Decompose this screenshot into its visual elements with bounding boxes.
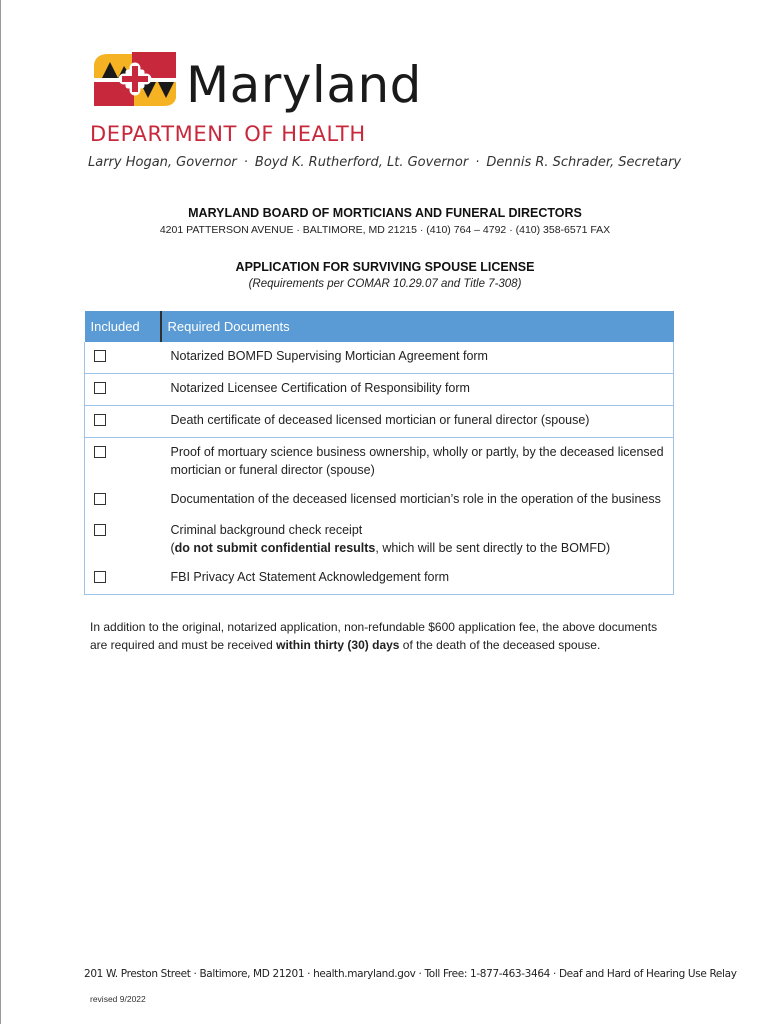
open-paren: ( bbox=[170, 541, 175, 555]
document-name: Notarized Licensee Certification of Responsibility form bbox=[161, 374, 674, 406]
table-row bbox=[85, 563, 674, 595]
checkbox-icon[interactable] bbox=[94, 524, 106, 536]
column-header-included: Included bbox=[85, 311, 161, 342]
governor: Larry Hogan, Governor bbox=[88, 155, 237, 170]
note-text: In addition to the original, notarized application, non-refundable $600 application fee, the above documents are required and must be received bbox=[90, 620, 658, 652]
page-left-border bbox=[0, 0, 1, 1024]
checkbox-icon[interactable] bbox=[94, 493, 106, 505]
document-name: Proof of mortuary science business ownership, wholly or partly, by the deceased licensed mortician or funeral director (spouse) bbox=[161, 438, 674, 486]
table-header-row bbox=[85, 311, 674, 342]
department-name: DEPARTMENT OF HEALTH bbox=[90, 122, 366, 146]
maryland-health-logo bbox=[88, 48, 448, 148]
document-name: Documentation of the deceased licensed mortician’s role in the operation of the business bbox=[161, 485, 674, 516]
document-line: Criminal background check receipt bbox=[170, 523, 363, 537]
application-title: APPLICATION FOR SURVIVING SPOUSE LICENSE bbox=[235, 260, 535, 274]
table-row bbox=[85, 516, 674, 563]
checkbox-icon[interactable] bbox=[94, 382, 106, 394]
brand-name: Maryland bbox=[186, 56, 422, 114]
bold-warning: do not submit confidential results bbox=[174, 541, 376, 555]
table-row bbox=[85, 438, 674, 486]
instructions-paragraph bbox=[90, 618, 665, 654]
checkbox-icon[interactable] bbox=[94, 571, 106, 583]
lt-governor: Boyd K. Rutherford, Lt. Governor bbox=[254, 155, 469, 170]
application-subtitle: (Requirements per COMAR 10.29.07 and Title 7-308) bbox=[248, 278, 522, 290]
document-line-rest: , which will be sent directly to the BOMFD) bbox=[375, 541, 611, 555]
table-row bbox=[85, 485, 674, 516]
column-header-documents: Required Documents bbox=[161, 311, 674, 342]
officials-line bbox=[88, 155, 681, 170]
table-row bbox=[85, 374, 674, 406]
checkbox-icon[interactable] bbox=[94, 350, 106, 362]
document-name: FBI Privacy Act Statement Acknowledgement form bbox=[161, 563, 674, 595]
maryland-flag-logo-icon bbox=[88, 48, 180, 110]
document-name: Notarized BOMFD Supervising Mortician Agreement form bbox=[161, 342, 674, 374]
table-row bbox=[85, 406, 674, 438]
table-row bbox=[85, 342, 674, 374]
checkbox-icon[interactable] bbox=[94, 414, 106, 426]
footer-address: 201 W. Preston Street · Baltimore, MD 21201 · health.maryland.gov · Toll Free: 1-877-463-3464 · Deaf and Hard of Hearing Use Relay bbox=[84, 968, 737, 980]
separator: · bbox=[243, 155, 248, 170]
separator: · bbox=[475, 155, 480, 170]
document-name: Death certificate of deceased licensed mortician or funeral director (spouse) bbox=[161, 406, 674, 438]
revision-date: revised 9/2022 bbox=[90, 994, 146, 1004]
document-name bbox=[161, 516, 674, 563]
required-documents-table bbox=[84, 311, 674, 595]
secretary: Dennis R. Schrader, Secretary bbox=[486, 155, 682, 170]
board-address: 4201 PATTERSON AVENUE · BALTIMORE, MD 21215 · (410) 764 – 4792 · (410) 358-6571 FAX bbox=[159, 224, 611, 236]
note-text-end: of the death of the deceased spouse. bbox=[399, 638, 601, 652]
note-deadline: within thirty (30) days bbox=[276, 638, 400, 652]
board-name: MARYLAND BOARD OF MORTICIANS AND FUNERAL DIRECTORS bbox=[188, 206, 582, 220]
checkbox-icon[interactable] bbox=[94, 446, 106, 458]
